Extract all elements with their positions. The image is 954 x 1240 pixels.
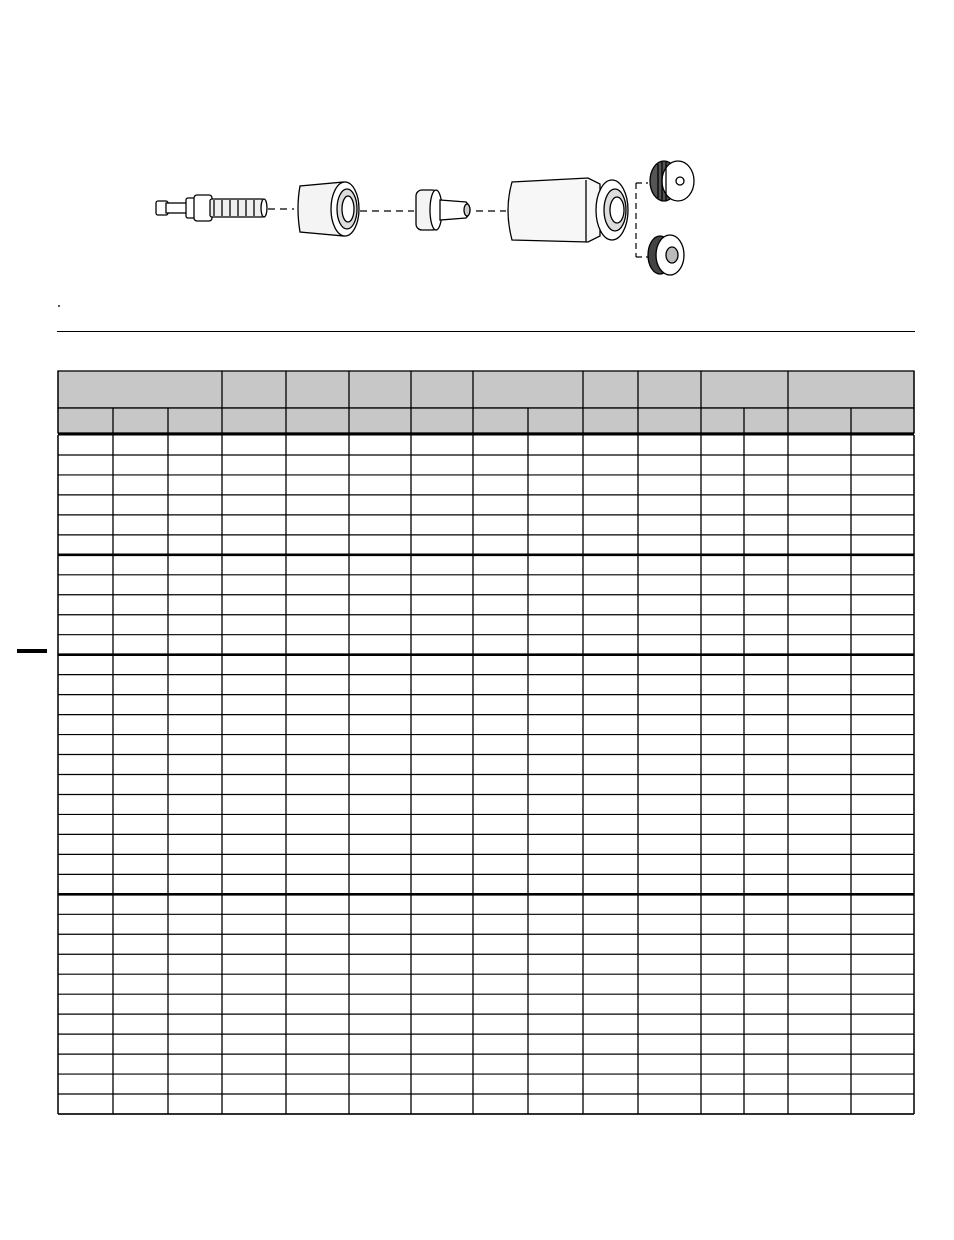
table-subheader-row	[58, 408, 914, 433]
table-header-group-row	[58, 371, 914, 408]
table-grid-lines	[58, 371, 914, 1114]
